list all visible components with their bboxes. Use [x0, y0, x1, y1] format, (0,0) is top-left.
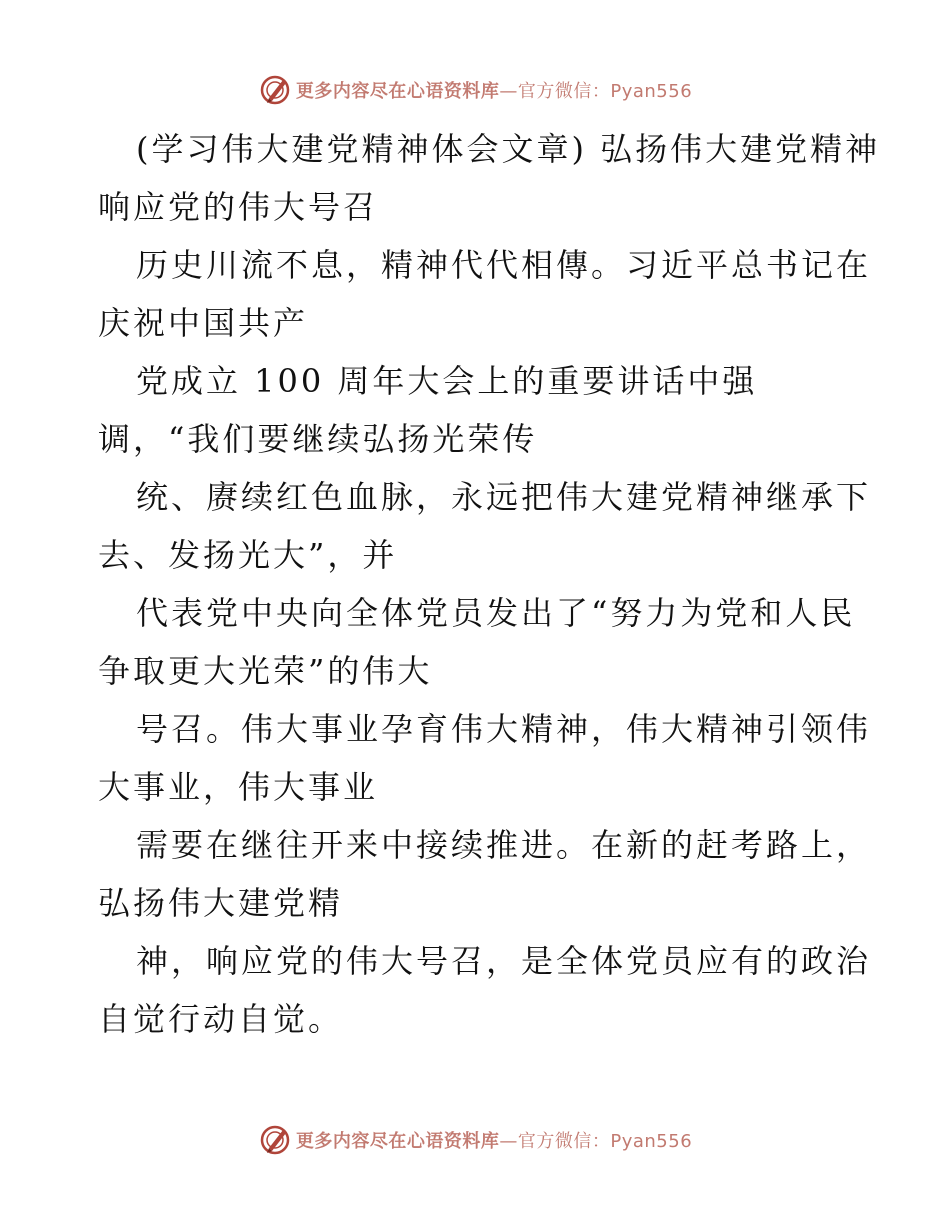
document-body: [98, 120, 881, 1048]
watermark-wechat-label: 官方微信：: [517, 81, 611, 102]
watermark-separator: —: [499, 1131, 518, 1152]
header-watermark: [0, 70, 950, 110]
paragraph-line: 去、发扬光大”，并: [98, 536, 398, 574]
document-title-line-2: 响应党的伟大号召: [98, 188, 379, 226]
paragraph-line: 党成立 100 周年大会上的重要讲话中强: [136, 362, 758, 400]
paragraph-line: 神，响应党的伟大号召，是全体党员应有的政治: [136, 942, 872, 980]
paragraph-line: 弘扬伟大建党精: [98, 884, 344, 922]
paragraph-line: 自觉行动自觉。: [98, 1000, 344, 1038]
paragraph-line: 号召。伟大事业孕育伟大精神，伟大精神引领伟: [136, 710, 872, 748]
watermark-separator: —: [499, 81, 518, 102]
watermark-wechat-id: Pyan556: [610, 1131, 693, 1152]
paragraph-line: 庆祝中国共产: [98, 304, 309, 342]
paragraph-line: 历史川流不息，精神代代相傳。习近平总书记在: [136, 246, 872, 284]
watermark-wechat-id: Pyan556: [610, 81, 693, 102]
paragraph-line: 大事业，伟大事业: [98, 768, 379, 806]
footer-watermark: [0, 1120, 950, 1160]
paragraph-line: 调，“我们要继续弘扬光荣传: [98, 420, 538, 458]
paragraph-line: 争取更大光荣”的伟大: [98, 652, 433, 690]
watermark-wechat-label: 官方微信：: [517, 1131, 611, 1152]
paragraph-line: 代表党中央向全体党员发出了“努力为党和人民: [136, 594, 856, 632]
document-title-line-1: (学习伟大建党精神体会文章) 弘扬伟大建党精神: [136, 130, 881, 168]
paragraph-line: 需要在继往开来中接续推进。在新的赶考路上，: [136, 826, 872, 864]
pen-circle-logo-icon: [258, 1123, 292, 1157]
watermark-main-text: 更多内容尽在心语资料库: [295, 81, 500, 102]
pen-circle-logo-icon: [258, 73, 292, 107]
watermark-main-text: 更多内容尽在心语资料库: [295, 1131, 500, 1152]
paragraph-line: 统、赓续红色血脉，永远把伟大建党精神继承下: [136, 478, 872, 516]
